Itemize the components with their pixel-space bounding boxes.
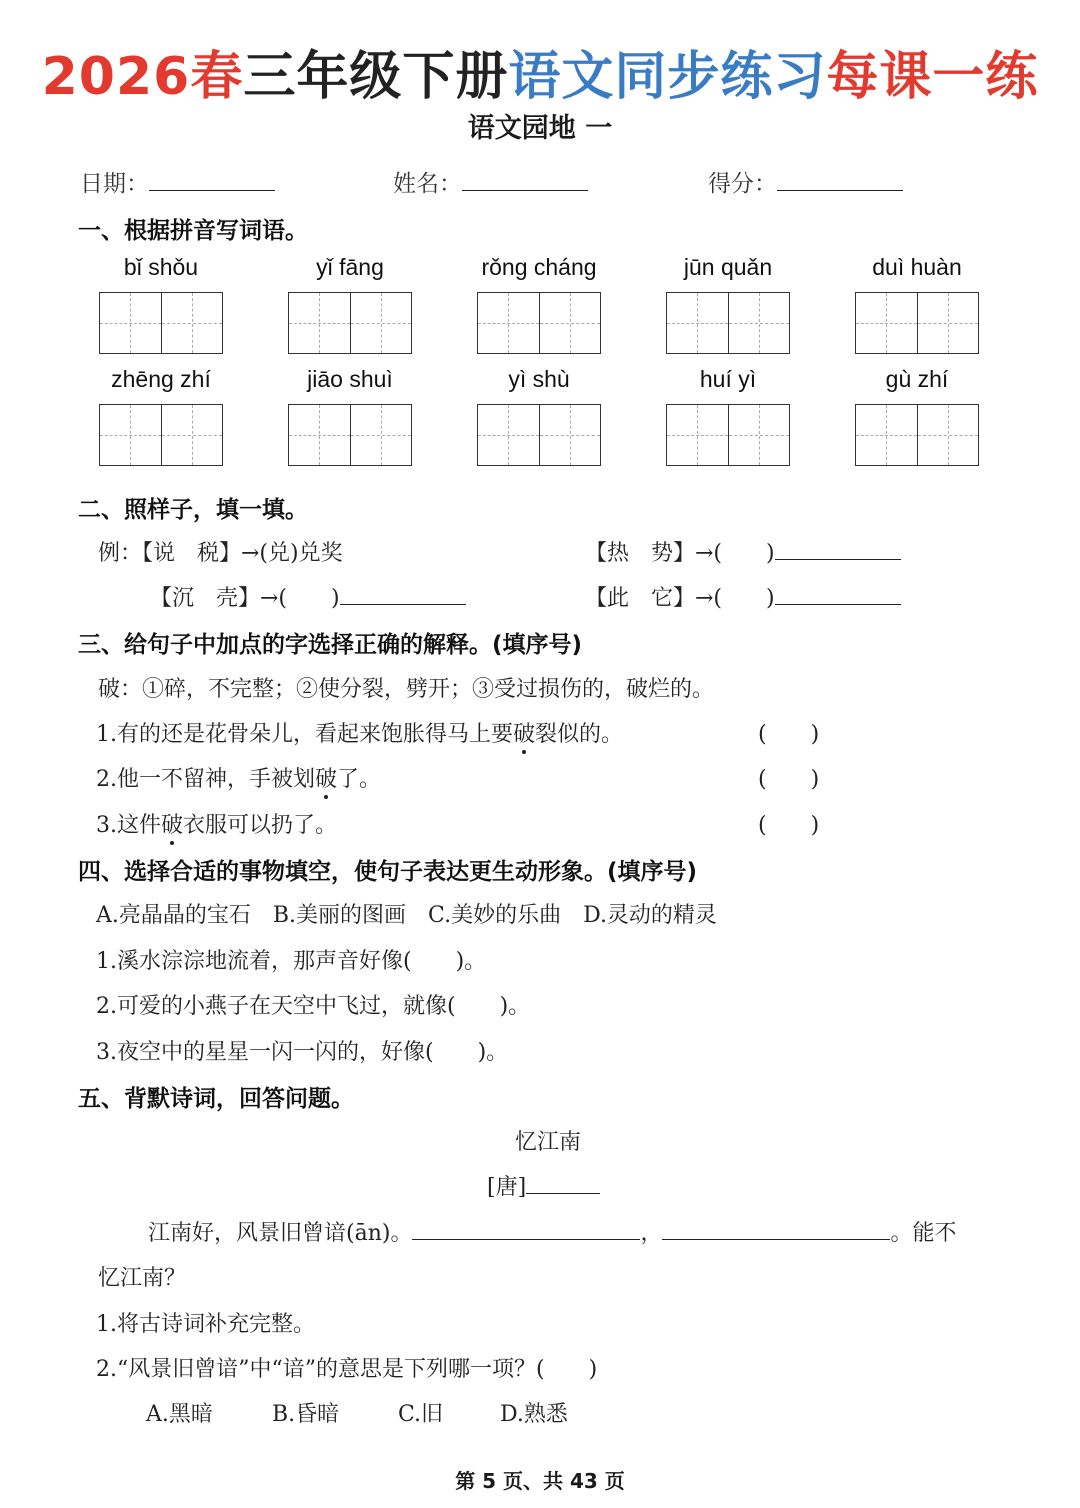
poem-blank[interactable] (412, 1239, 640, 1240)
page-title (0, 42, 1080, 112)
writing-grid[interactable] (477, 404, 601, 466)
poem-author (487, 1170, 600, 1201)
section2-heading: 二、照样子，填一填。 (78, 497, 308, 523)
poem-line (148, 1216, 956, 1247)
fill-item (585, 536, 901, 567)
score-label: 得分： (708, 171, 777, 197)
page-subtitle: 语文园地 一 (467, 113, 613, 144)
pinyin-label: jiāo shuì (307, 366, 393, 392)
score-blank[interactable] (777, 190, 903, 191)
pinyin-label: rǒng cháng (481, 254, 597, 280)
answer-blank[interactable] (775, 559, 901, 560)
dotted-char: 破 (161, 808, 183, 839)
poem-title: 忆江南 (514, 1130, 581, 1155)
question-text: 1.有的还是花骨朵儿，看起来饱胀得马上要 (96, 722, 513, 747)
answer-paren[interactable]: ( ) (758, 767, 820, 792)
page-number: 第 5 页、共 43 页 (455, 1469, 625, 1493)
dotted-char: 破 (315, 762, 337, 793)
name-blank[interactable] (462, 190, 588, 191)
poem-blank[interactable] (662, 1239, 890, 1240)
section5-heading: 五、背默诗词，回答问题。 (78, 1086, 354, 1112)
writing-grid[interactable] (288, 292, 412, 354)
writing-grid[interactable] (855, 404, 979, 466)
author-blank[interactable] (526, 1193, 600, 1194)
answer-blank[interactable] (340, 604, 466, 605)
date-field (80, 165, 275, 198)
writing-grid[interactable] (666, 292, 790, 354)
date-blank[interactable] (149, 190, 275, 191)
name-field (393, 165, 588, 198)
pinyin-label: duì huàn (872, 254, 962, 280)
definition-line: 破：①碎，不完整；②使分裂，劈开；③受过损伤的，破烂的。 (98, 677, 715, 702)
section3-heading: 三、给句子中加点的字选择正确的解释。(填序号) (78, 632, 583, 658)
section1-heading: 一、根据拼音写词语。 (78, 218, 308, 244)
question-line: 2.“风景旧曾谙”中“谙”的意思是下列哪一项？( ) (96, 1357, 598, 1382)
pinyin-label: yǐ fāng (316, 254, 384, 280)
option-item: D.熟悉 (500, 1402, 568, 1427)
pinyin-label: bǐ shǒu (123, 254, 199, 280)
pinyin-label: zhēng zhí (111, 366, 211, 392)
pinyin-label: jūn quǎn (683, 254, 773, 280)
question-text: 2.他一不留神，手被划 (96, 767, 315, 792)
writing-grid[interactable] (99, 292, 223, 354)
title-part-year: 2026春 (41, 47, 244, 107)
question-line (96, 808, 337, 839)
writing-grid[interactable] (477, 292, 601, 354)
question-text: 了。 (337, 767, 382, 792)
dotted-char: 破 (513, 717, 535, 748)
poem-comma: ， (640, 1221, 663, 1246)
options-line: A.亮晶晶的宝石 B.美丽的图画 C.美妙的乐曲 D.灵动的精灵 (96, 903, 717, 928)
section4-heading: 四、选择合适的事物填空，使句子表达更生动形象。(填序号) (78, 859, 698, 885)
pinyin-label: huí yì (699, 366, 757, 392)
title-part-grade: 三年级下册 (243, 47, 509, 107)
question-text: 衣服可以扔了。 (183, 813, 338, 838)
question-text: 3.这件 (96, 813, 161, 838)
name-label: 姓名： (393, 171, 462, 197)
poem-text: 江南好，风景旧曾谙(ān)。 (148, 1221, 413, 1246)
poem-text: 。能不 (890, 1221, 957, 1246)
option-item: B.昏暗 (272, 1402, 340, 1427)
fill-item-text: 【沉 壳】→( ) (150, 586, 340, 611)
question-line (96, 762, 381, 793)
title-part-lesson: 每课一练 (826, 47, 1039, 107)
example-line: 例：【说 税】→(兑)兑奖 (98, 541, 343, 566)
question-text: 裂似的。 (535, 722, 624, 747)
question-line: 3.夜空中的星星一闪一闪的，好像( )。 (96, 1040, 509, 1065)
writing-grid[interactable] (855, 292, 979, 354)
writing-grid[interactable] (666, 404, 790, 466)
option-item: C.旧 (398, 1402, 444, 1427)
writing-grid[interactable] (288, 404, 412, 466)
answer-paren[interactable]: ( ) (758, 722, 820, 747)
fill-item (585, 581, 901, 612)
dynasty-label: [唐] (487, 1175, 527, 1200)
pinyin-label: gù zhí (885, 366, 949, 392)
score-field (708, 165, 903, 198)
fill-item-text: 【此 它】→( ) (585, 586, 775, 611)
question-line (96, 717, 623, 748)
title-part-subject: 语文同步练习 (508, 47, 827, 107)
answer-blank[interactable] (775, 604, 901, 605)
question-line: 2.可爱的小燕子在天空中飞过，就像( )。 (96, 994, 531, 1019)
question-line: 1.将古诗词补充完整。 (96, 1312, 315, 1337)
pinyin-label: yì shù (508, 366, 570, 392)
writing-grid[interactable] (99, 404, 223, 466)
fill-item-text: 【热 势】→( ) (585, 541, 775, 566)
date-label: 日期： (80, 171, 149, 197)
option-item: A.黑暗 (146, 1402, 213, 1427)
fill-item (150, 581, 466, 612)
question-line: 1.溪水淙淙地流着，那声音好像( )。 (96, 949, 487, 974)
answer-paren[interactable]: ( ) (758, 813, 820, 838)
poem-line: 忆江南？ (98, 1266, 187, 1291)
